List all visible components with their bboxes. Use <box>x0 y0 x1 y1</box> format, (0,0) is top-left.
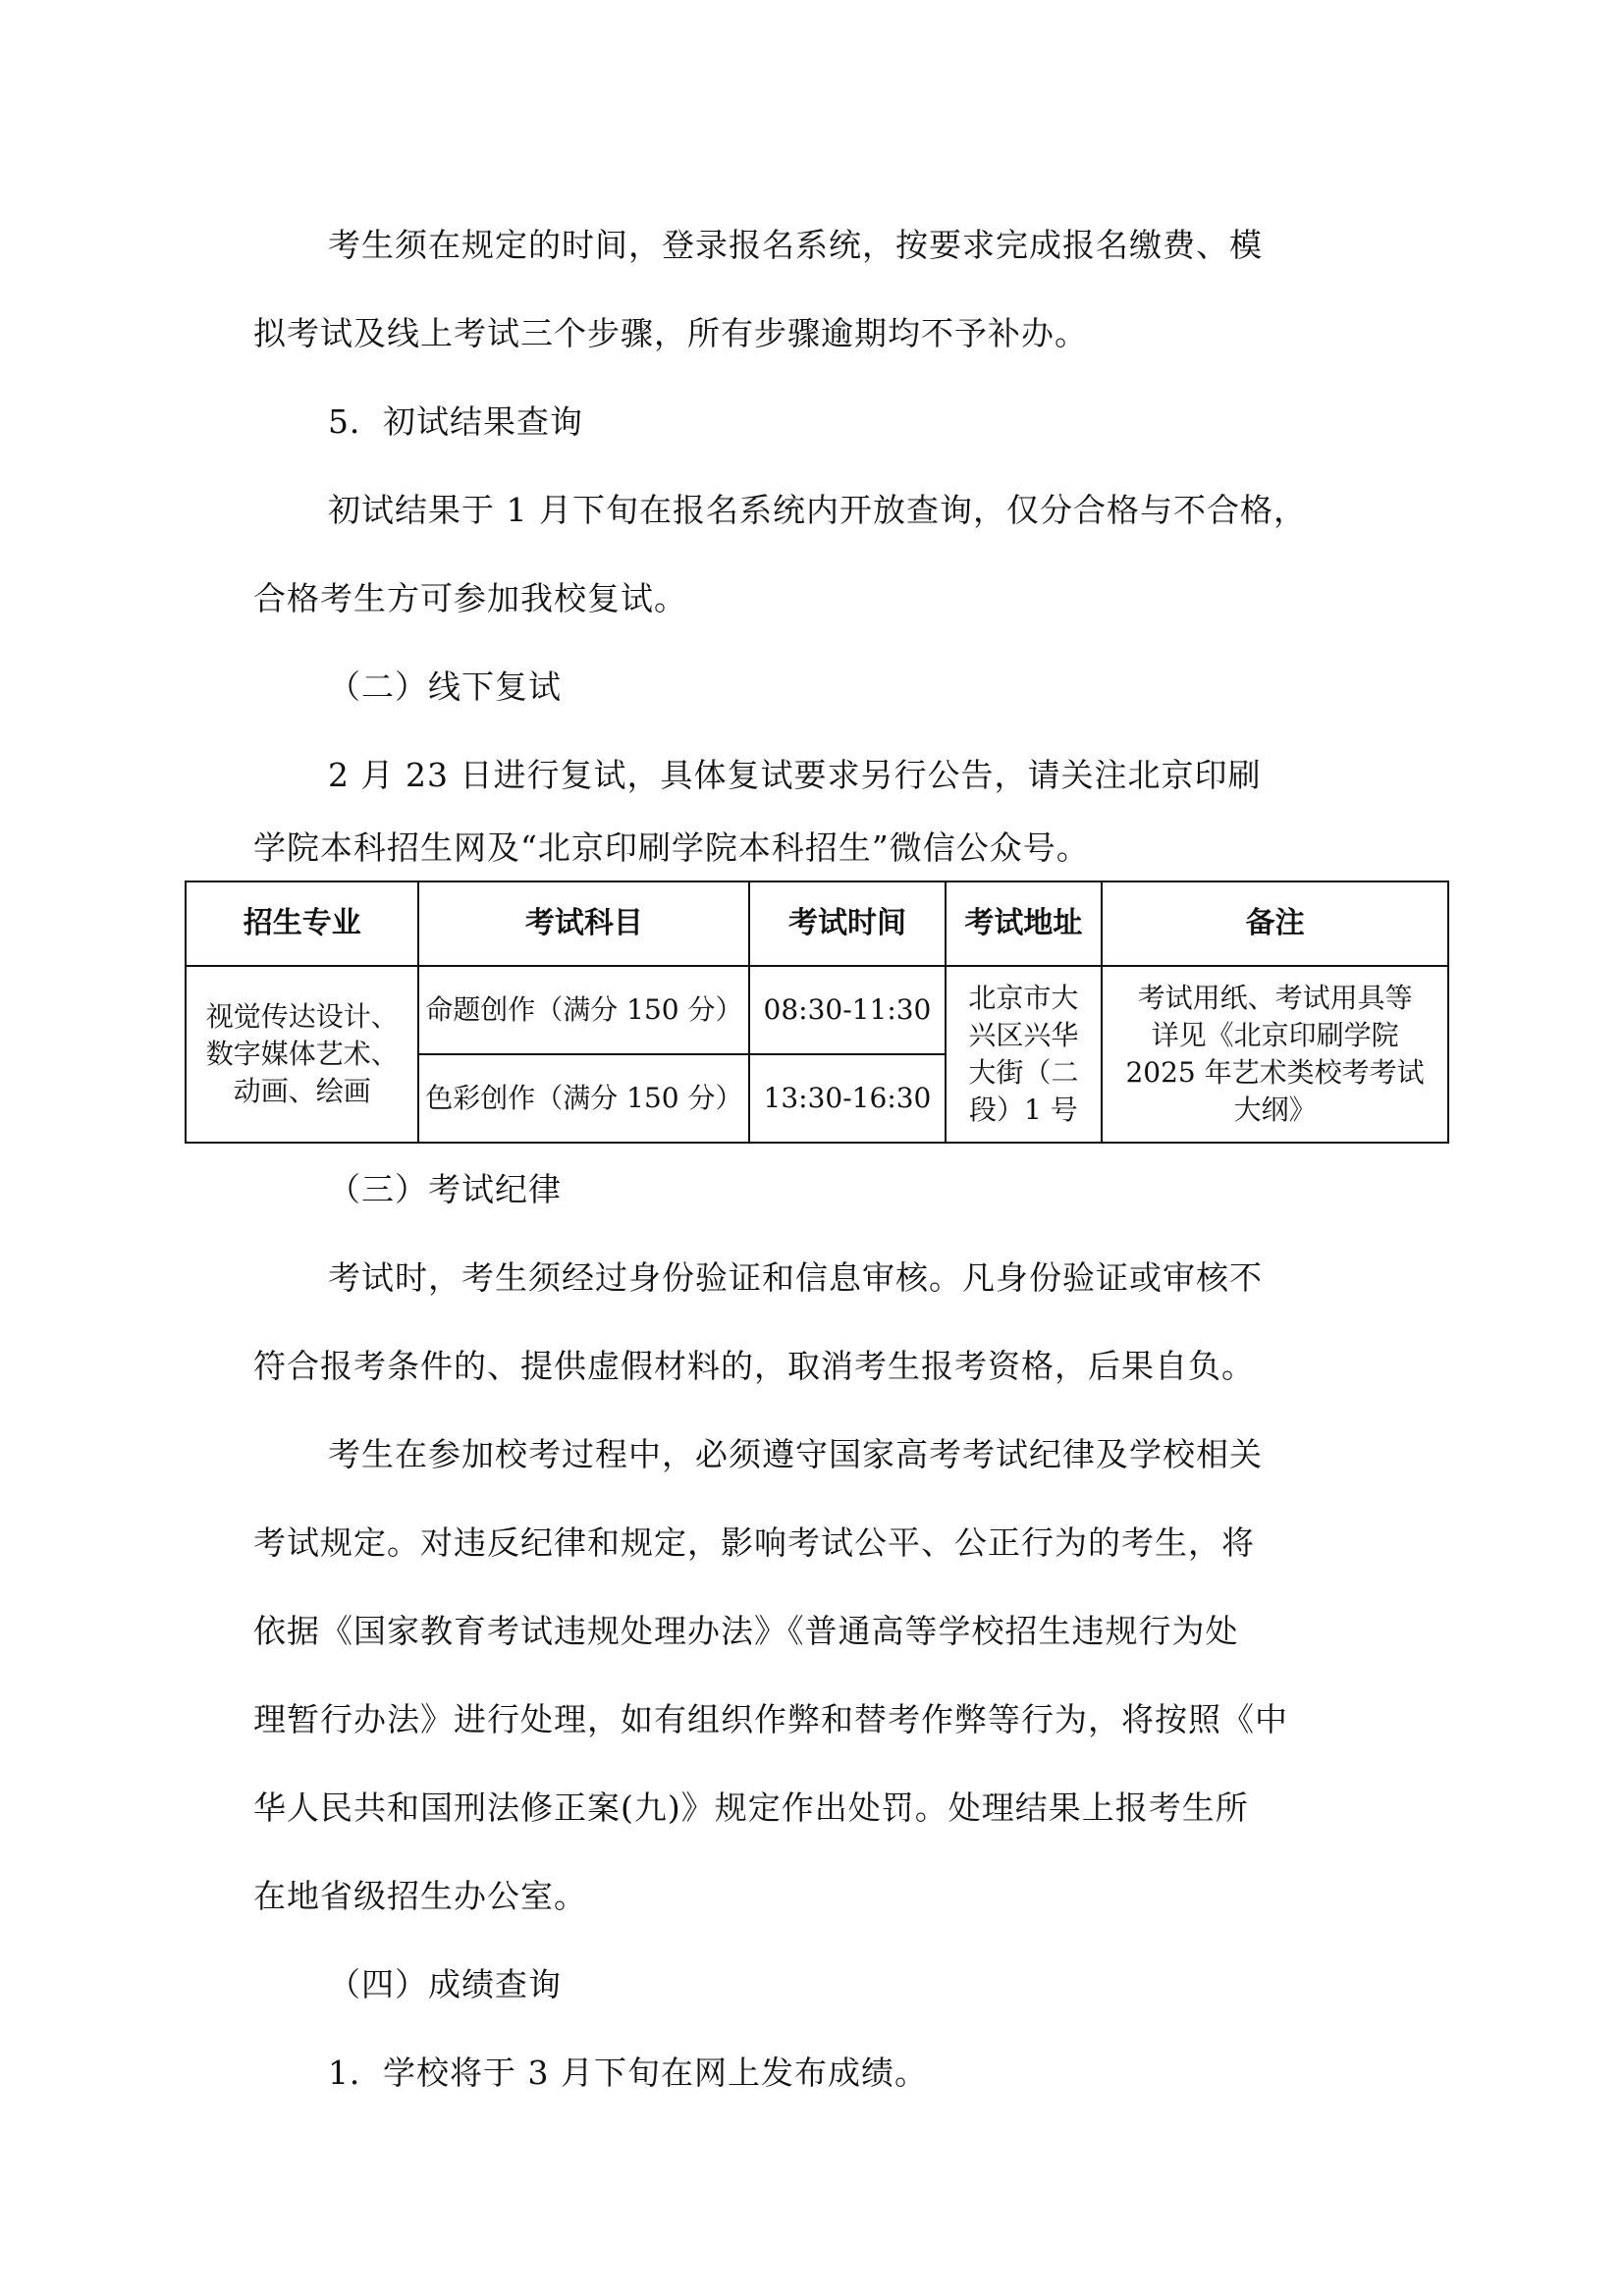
address-line: 兴区兴华 <box>968 1019 1079 1051</box>
major-line: 数字媒体艺术、 <box>205 1038 399 1070</box>
heading-score-inquiry: （四）成绩查询 <box>328 1965 562 2003</box>
table-row <box>186 966 1448 1054</box>
paragraph-discipline-line-3: 依据《国家教育考试违规处理办法》《普通高等学校招生违规行为处 <box>253 1612 1239 1650</box>
heading-exam-discipline: （三）考试纪律 <box>328 1170 562 1208</box>
paragraph-retest-line-2: 学院本科招生网及“北京印刷学院本科招生”微信公众号。 <box>253 828 1090 867</box>
paragraph-results-line-1: 初试结果于 1 月下旬在报名系统内开放查询，仅分合格与不合格， <box>328 491 1307 529</box>
exam-schedule-table <box>185 881 1449 1144</box>
note-line: 详见《北京印刷学院 <box>1151 1019 1399 1051</box>
paragraph-discipline-line-5: 华人民共和国刑法修正案(九)》规定作出处罚。处理结果上报考生所 <box>253 1789 1249 1827</box>
paragraph-discipline-line-1: 考生在参加校考过程中，必须遵守国家高考考试纪律及学校相关 <box>328 1435 1263 1473</box>
paragraph-discipline-line-4: 理暂行办法》进行处理，如有组织作弊和替考作弊等行为，将按照《中 <box>253 1700 1288 1738</box>
paragraph-verification-line-1: 考试时，考生须经过身份验证和信息审核。凡身份验证或审核不 <box>328 1258 1263 1297</box>
note-line: 大纲》 <box>1233 1094 1317 1126</box>
cell-subject: 命题创作（满分 150 分） <box>418 966 749 1054</box>
cell-note <box>1102 966 1448 1143</box>
paragraph-registration-line-2: 拟考试及线上考试三个步骤，所有步骤逾期均不予补办。 <box>253 314 1088 352</box>
major-line: 视觉传达设计、 <box>205 1000 399 1033</box>
paragraph-discipline-line-6: 在地省级招生办公室。 <box>253 1877 587 1915</box>
paragraph-retest-line-1: 2 月 23 日进行复试，具体复试要求另行公告，请关注北京印刷 <box>328 756 1262 794</box>
cell-major <box>186 966 418 1143</box>
paragraph-score-release: 1．学校将于 3 月下旬在网上发布成绩。 <box>328 2054 928 2092</box>
paragraph-discipline-line-2: 考试规定。对违反纪律和规定，影响考试公平、公正行为的考生，将 <box>253 1523 1255 1562</box>
cell-time: 08:30-11:30 <box>749 966 945 1054</box>
paragraph-verification-line-2: 符合报考条件的、提供虚假材料的，取消考生报考资格，后果自负。 <box>253 1347 1255 1385</box>
header-time: 考试时间 <box>749 881 945 966</box>
address-line: 大街（二 <box>968 1056 1079 1089</box>
cell-time: 13:30-16:30 <box>749 1054 945 1143</box>
note-line: 2025 年艺术类校考考试 <box>1125 1056 1425 1089</box>
header-note: 备注 <box>1102 881 1448 966</box>
header-subject: 考试科目 <box>418 881 749 966</box>
heading-offline-retest: （二）线下复试 <box>328 667 562 706</box>
major-line: 动画、绘画 <box>233 1075 371 1107</box>
paragraph-results-line-2: 合格考生方可参加我校复试。 <box>253 579 687 617</box>
address-line: 北京市大 <box>968 982 1079 1014</box>
header-address: 考试地址 <box>946 881 1103 966</box>
header-major: 招生专业 <box>186 881 418 966</box>
table-header-row <box>186 881 1448 966</box>
cell-subject: 色彩创作（满分 150 分） <box>418 1054 749 1143</box>
cell-address <box>946 966 1103 1143</box>
address-line: 段）1 号 <box>969 1094 1078 1126</box>
heading-preliminary-results: 5．初试结果查询 <box>328 402 583 441</box>
paragraph-registration-line-1: 考生须在规定的时间，登录报名系统，按要求完成报名缴费、模 <box>328 226 1263 264</box>
note-line: 考试用纸、考试用具等 <box>1137 982 1413 1014</box>
